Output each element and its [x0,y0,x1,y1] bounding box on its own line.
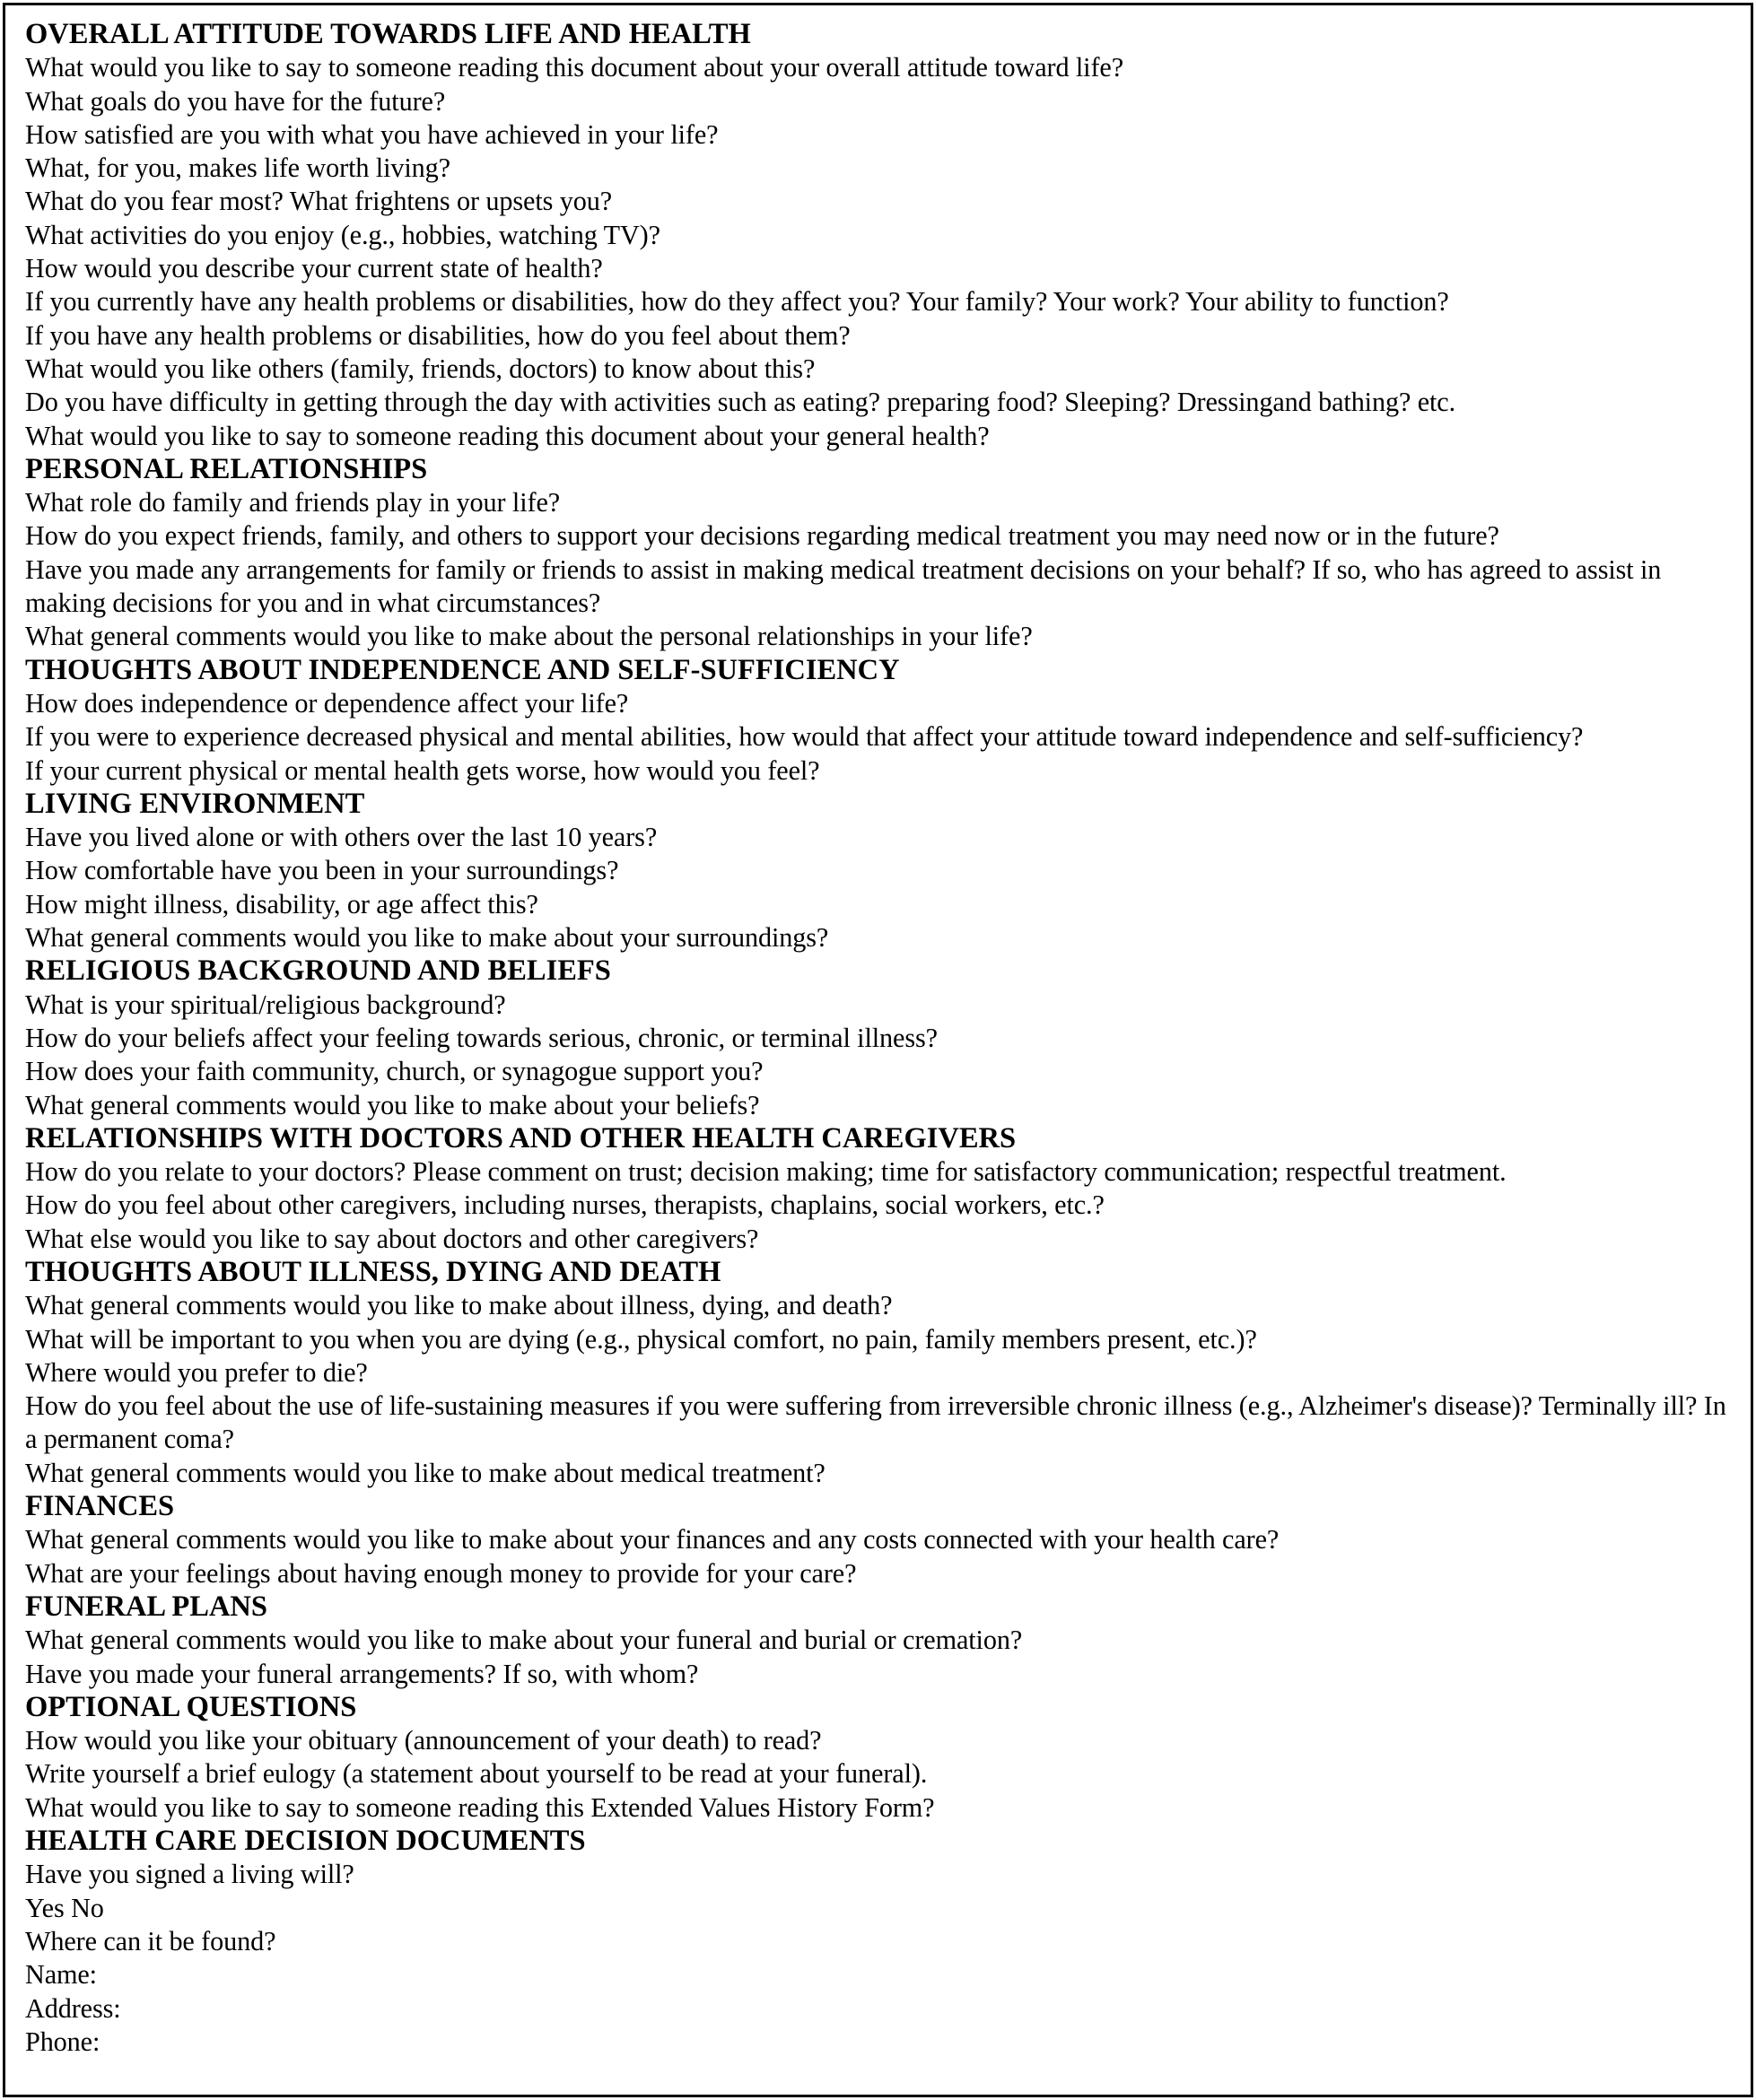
question: What will be important to you when you are dying (e.g., physical comfort, no pain, family members present, etc.)? [25,1323,1257,1355]
section-heading: FUNERAL PLANS [25,1590,267,1623]
section-heading: THOUGHTS ABOUT ILLNESS, DYING AND DEATH [25,1255,721,1288]
question: What else would you like to say about doctors and other caregivers? [25,1223,759,1254]
question: How does independence or dependence affect your life? [25,687,629,719]
question: How comfortable have you been in your surroundings? [25,855,619,886]
question: If your current physical or mental health gets worse, how would you feel? [25,754,820,786]
question: What general comments would you like to make about your finances and any costs connected with your health care? [25,1524,1280,1555]
question: What would you like others (family, friends, doctors) to know about this? [25,353,816,384]
section-religious-background [25,954,1731,1121]
question: If you have any health problems or disabilities, how do you feel about them? [25,319,851,351]
values-history-form [3,3,1753,2097]
question: If you currently have any health problems or disabilities, how do they affect you? Your family? Your work? Your ability to function? [25,286,1449,318]
section-heading: LIVING ENVIRONMENT [25,787,365,820]
question: What general comments would you like to make about your beliefs? [25,1089,760,1120]
question: What activities do you enjoy (e.g., hobbies, watching TV)? [25,219,660,250]
question: How might illness, disability, or age affect this? [25,888,538,919]
section-heading: RELIGIOUS BACKGROUND AND BELIEFS [25,954,611,988]
question: How would you like your obituary (announcement of your death) to read? [25,1725,822,1756]
question: Write yourself a brief eulogy (a statement about yourself to be read at your funeral). [25,1758,928,1790]
question: How do you feel about the use of life-sustaining measures if you were suffering from irreversible chronic illness (e.g., Alzheimer's disease)? Terminally ill? In a permanent coma? [25,1390,1726,1455]
section-finances [25,1490,1731,1590]
question: Where can it be found? [25,1925,276,1956]
section-heading: OPTIONAL QUESTIONS [25,1690,357,1723]
section-heading: PERSONAL RELATIONSHIPS [25,452,428,485]
section-optional-questions [25,1691,1731,1825]
section-heading: RELATIONSHIPS WITH DOCTORS AND OTHER HEALTH CAREGIVERS [25,1121,1017,1155]
question: What are your feelings about having enough money to provide for your care? [25,1557,857,1589]
section-personal-relationships [25,453,1731,654]
question: How do you feel about other caregivers, including nurses, therapists, chaplains, social workers, etc.? [25,1189,1105,1221]
section-living-environment [25,788,1731,954]
question: What is your spiritual/religious background? [25,989,506,1020]
section-independence [25,654,1731,788]
section-heading: THOUGHTS ABOUT INDEPENDENCE AND SELF-SUFFICIENCY [25,653,900,686]
section-heading: OVERALL ATTITUDE TOWARDS LIFE AND HEALTH [25,18,751,50]
question: Have you lived alone or with others over the last 10 years? [25,822,658,853]
question: Yes No [25,1892,104,1923]
question: How does your faith community, church, or synagogue support you? [25,1056,764,1087]
section-heading: FINANCES [25,1490,175,1523]
question: How do you expect friends, family, and others to support your decisions regarding medical treatment you may need now or in the future? [25,520,1499,552]
question: Name: [25,1959,97,1991]
question: Where would you prefer to die? [25,1356,368,1388]
section-funeral-plans [25,1590,1731,1691]
section-doctors-caregivers [25,1122,1731,1256]
question: What would you like to say to someone reading this document about your general health? [25,420,990,451]
question: How do you relate to your doctors? Please comment on trust; decision making; time for satisfactory communication; respectful treatment. [25,1156,1507,1188]
question: Address: [25,1992,121,2024]
question: What role do family and friends play in your life? [25,487,561,518]
question: What general comments would you like to make about your surroundings? [25,922,829,954]
question: What general comments would you like to make about illness, dying, and death? [25,1290,893,1321]
question: What, for you, makes life worth living? [25,152,450,184]
question: What goals do you have for the future? [25,85,446,117]
question: Phone: [25,2026,100,2057]
question: What general comments would you like to make about the personal relationships in your life? [25,621,1033,652]
question: How do your beliefs affect your feeling towards serious, chronic, or terminal illness? [25,1022,938,1053]
question: How would you describe your current state of health? [25,253,603,284]
section-overall-attitude [25,18,1731,453]
section-heading: HEALTH CARE DECISION DOCUMENTS [25,1825,586,1858]
question: Have you made your funeral arrangements? If so, with whom? [25,1658,699,1689]
question: What general comments would you like to make about your funeral and burial or cremation? [25,1625,1023,1656]
question: What general comments would you like to make about medical treatment? [25,1457,826,1488]
question: How satisfied are you with what you have achieved in your life? [25,118,719,150]
section-illness-dying-death [25,1256,1731,1490]
question: Do you have difficulty in getting through the day with activities such as eating? preparing food? Sleeping? Dressingand bathing? etc. [25,387,1456,418]
question: Have you made any arrangements for family or friends to assist in making medical treatment decisions on your behalf? If so, who has agreed to assist in making decisions for you and in what circumstances? [25,553,1662,619]
question: What would you like to say to someone reading this Extended Values History Form? [25,1791,935,1823]
section-health-care-decision-documents [25,1825,1731,2059]
question: Have you signed a living will? [25,1859,354,1890]
question: What would you like to say to someone reading this document about your overall attitude toward life? [25,52,1124,83]
question: What do you fear most? What frightens or upsets you? [25,186,613,217]
question: If you were to experience decreased physical and mental abilities, how would that affect your attitude toward independence and self-sufficiency? [25,721,1584,753]
